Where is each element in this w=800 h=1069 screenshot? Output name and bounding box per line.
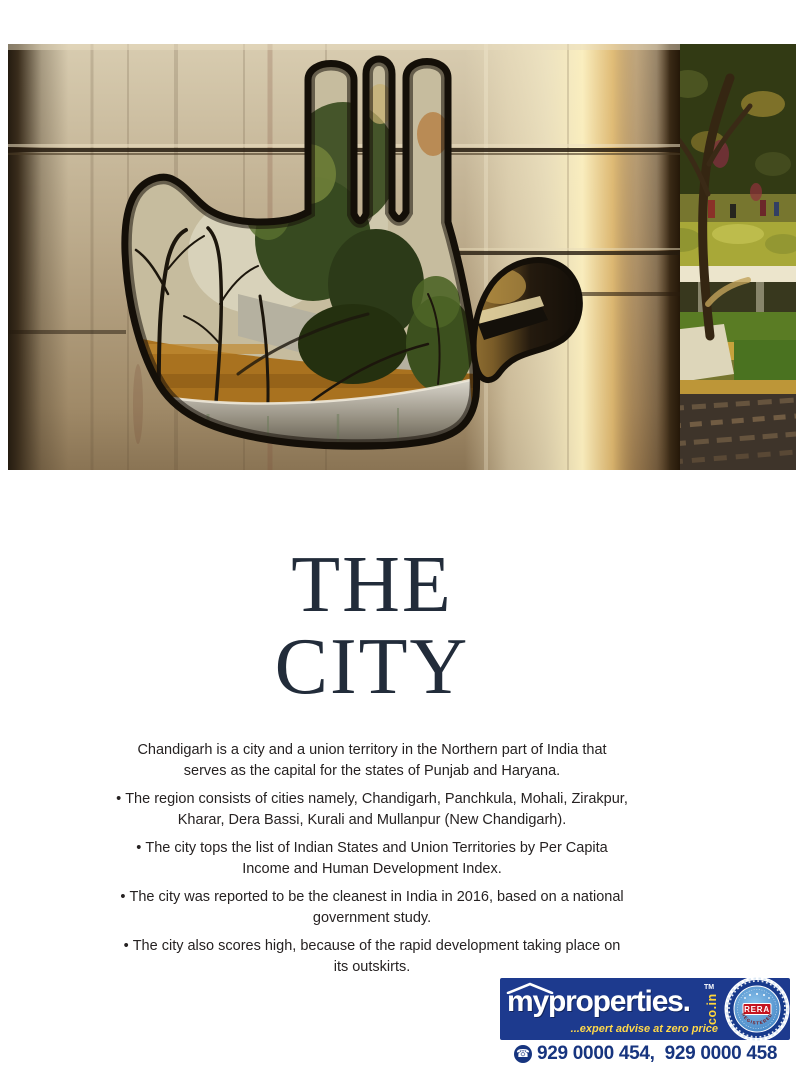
phone-icon: ☎ [514, 1045, 532, 1063]
title-line-1: THE [291, 541, 453, 629]
intro-paragraph: Chandigarh is a city and a union territory in the Northern part of India that serves as the capital for the states of Punjab and Haryana. [137, 742, 607, 779]
bullet-item-4: • The city also scores high, because of the rapid development taking place on its outskirts. [123, 938, 621, 975]
brand-wordmark: myproperties. [507, 985, 690, 1018]
page-title [62, 541, 682, 711]
rera-registered-label: REGISTERED [740, 1011, 774, 1026]
hero-photo [8, 44, 796, 470]
title-line-2: CITY [274, 623, 470, 711]
body-copy [62, 740, 682, 985]
trademark-symbol: TM [704, 984, 715, 991]
rera-label: RERA [744, 1005, 770, 1014]
phone-numbers: 929 0000 454, 929 0000 458 [537, 1043, 778, 1064]
brand-tagline: ...expert advise at zero price [570, 1023, 718, 1035]
bullet-marker: • [136, 840, 142, 856]
contact-phone-row [514, 1043, 777, 1065]
bullet-marker: • [123, 938, 129, 954]
rera-seal [724, 976, 790, 1042]
brand-domain: co.in [705, 993, 719, 1025]
bullet-item-1: • The region consists of cities namely, Chandigarh, Panchkula, Mohali, Zirakpur, Kharar, Dera Bassi, Kurali and Mullanpur (New Chandigarh). [116, 791, 628, 828]
myproperties-logo [500, 976, 796, 1068]
bullet-marker: • [120, 889, 126, 905]
bullet-item-2: • The city tops the list of Indian States and Union Territories by Per Capita Income and Human Development Index. [136, 840, 608, 877]
bullet-item-3: • The city was reported to be the cleanest in India in 2016, based on a national government study. [120, 889, 624, 926]
hero-photo-illustration [8, 44, 796, 470]
bullet-marker: • [116, 791, 122, 807]
